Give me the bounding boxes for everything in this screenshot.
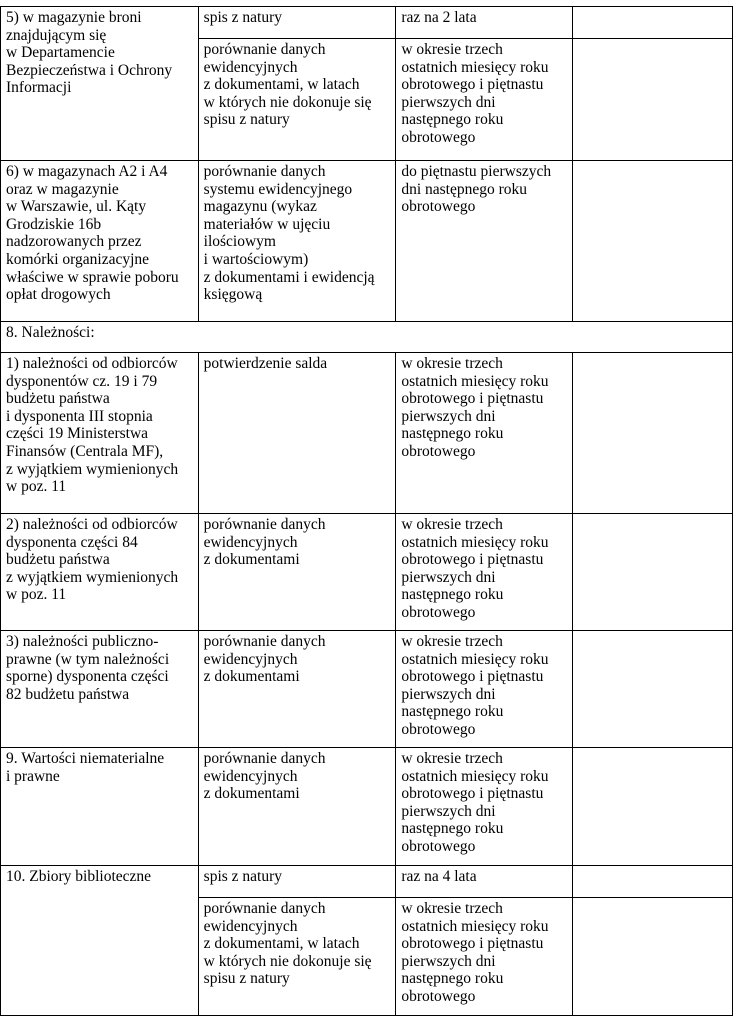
term-cell	[396, 39, 573, 161]
term-cell	[396, 161, 573, 322]
method-text: potwierdzenie salda	[203, 355, 328, 372]
method-text: porównanie danych systemu ewidencyjnego magazynu (wykaz materiałów w ujęciu ilościowym i wartościowym) z dokumentami i ewidencją księgową	[203, 163, 375, 304]
item-name-cell	[1, 514, 199, 631]
term-text: raz na 4 lata	[401, 868, 477, 885]
term-cell	[396, 748, 573, 866]
item-name-cell	[1, 161, 199, 322]
term-text: w okresie trzech ostatnich miesięcy roku obrotowego i piętnastu pierwszych dni następnego roku obrotowego	[401, 900, 549, 1005]
item-name-cell	[1, 748, 199, 866]
method-text: porównanie danych ewidencyjnych z dokumentami	[203, 750, 326, 803]
term-cell	[396, 514, 573, 631]
item-name: 6) w magazynach A2 i A4 oraz w magazynie w Warszawie, ul. Kąty Grodziskie 16b nadzorowanych przez komórki organizacyjne właściwe w sprawie poboru opłat drogowych	[6, 163, 179, 304]
term-text: w okresie trzech ostatnich miesięcy roku obrotowego i piętnastu pierwszych dni następnego roku obrotowego	[401, 633, 549, 738]
method-text: porównanie danych ewidencyjnych z dokumentami	[203, 516, 326, 569]
notes-cell	[573, 631, 733, 748]
term-text: w okresie trzech ostatnich miesięcy roku obrotowego i piętnastu pierwszych dni następnego roku obrotowego	[401, 41, 549, 146]
method-cell	[198, 866, 396, 898]
term-cell	[396, 353, 573, 514]
section-title: 8. Należności:	[6, 324, 95, 341]
term-text: do piętnastu pierwszych dni następnego roku obrotowego	[401, 163, 552, 216]
section-row	[1, 322, 733, 353]
item-name-cell	[1, 866, 199, 1016]
item-name: 3) należności publiczno- prawne (w tym należności sporne) dysponenta części 82 budżetu państwa	[6, 633, 170, 703]
item-name: 2) należności od odbiorców dysponenta części 84 budżetu państwa z wyjątkiem wymienionych w poz. 11	[6, 516, 179, 604]
method-text: spis z natury	[203, 868, 283, 885]
method-cell	[198, 898, 396, 1016]
term-cell	[396, 7, 573, 39]
method-text: porównanie danych ewidencyjnych z dokumentami	[203, 633, 326, 686]
method-text: spis z natury	[203, 9, 283, 26]
section-title-cell	[1, 322, 733, 353]
notes-cell	[573, 353, 733, 514]
term-text: w okresie trzech ostatnich miesięcy roku obrotowego i piętnastu pierwszych dni następnego roku obrotowego	[401, 355, 549, 460]
notes-cell	[573, 7, 733, 39]
method-cell	[198, 514, 396, 631]
table-row	[1, 866, 733, 898]
term-text: w okresie trzech ostatnich miesięcy roku obrotowego i piętnastu pierwszych dni następnego roku obrotowego	[401, 750, 549, 855]
method-cell	[198, 161, 396, 322]
notes-cell	[573, 39, 733, 161]
inventory-schedule-table	[0, 6, 733, 1016]
term-cell	[396, 898, 573, 1016]
item-name: 10. Zbiory biblioteczne	[6, 868, 152, 885]
item-name-cell	[1, 353, 199, 514]
table-row	[1, 353, 733, 514]
notes-cell	[573, 514, 733, 631]
item-name: 5) w magazynie broni znajdującym się w Departamencie Bezpieczeństwa i Ochrony Informacji	[6, 9, 173, 97]
table-row	[1, 631, 733, 748]
table-row	[1, 748, 733, 866]
method-cell	[198, 39, 396, 161]
item-name: 1) należności od odbiorców dysponentów cz. 19 i 79 budżetu państwa i dysponenta III stopnia części 19 Ministerstwa Finansów (Centrala MF), z wyjątkiem wymienionych w poz. 11	[6, 355, 179, 496]
method-cell	[198, 7, 396, 39]
notes-cell	[573, 748, 733, 866]
term-text: raz na 2 lata	[401, 9, 477, 26]
method-cell	[198, 353, 396, 514]
item-name: 9. Wartości niematerialne i prawne	[6, 750, 165, 785]
item-name-cell	[1, 631, 199, 748]
table-row	[1, 7, 733, 39]
notes-cell	[573, 866, 733, 898]
method-text: porównanie danych ewidencyjnych z dokumentami, w latach w których nie dokonuje się spisu z natury	[203, 900, 372, 988]
method-cell	[198, 631, 396, 748]
term-text: w okresie trzech ostatnich miesięcy roku obrotowego i piętnastu pierwszych dni następnego roku obrotowego	[401, 516, 549, 621]
notes-cell	[573, 898, 733, 1016]
notes-cell	[573, 161, 733, 322]
table-row	[1, 161, 733, 322]
term-cell	[396, 866, 573, 898]
term-cell	[396, 631, 573, 748]
method-cell	[198, 748, 396, 866]
method-text: porównanie danych ewidencyjnych z dokumentami, w latach w których nie dokonuje się spisu z natury	[203, 41, 372, 129]
item-name-cell	[1, 7, 199, 161]
table-row	[1, 514, 733, 631]
